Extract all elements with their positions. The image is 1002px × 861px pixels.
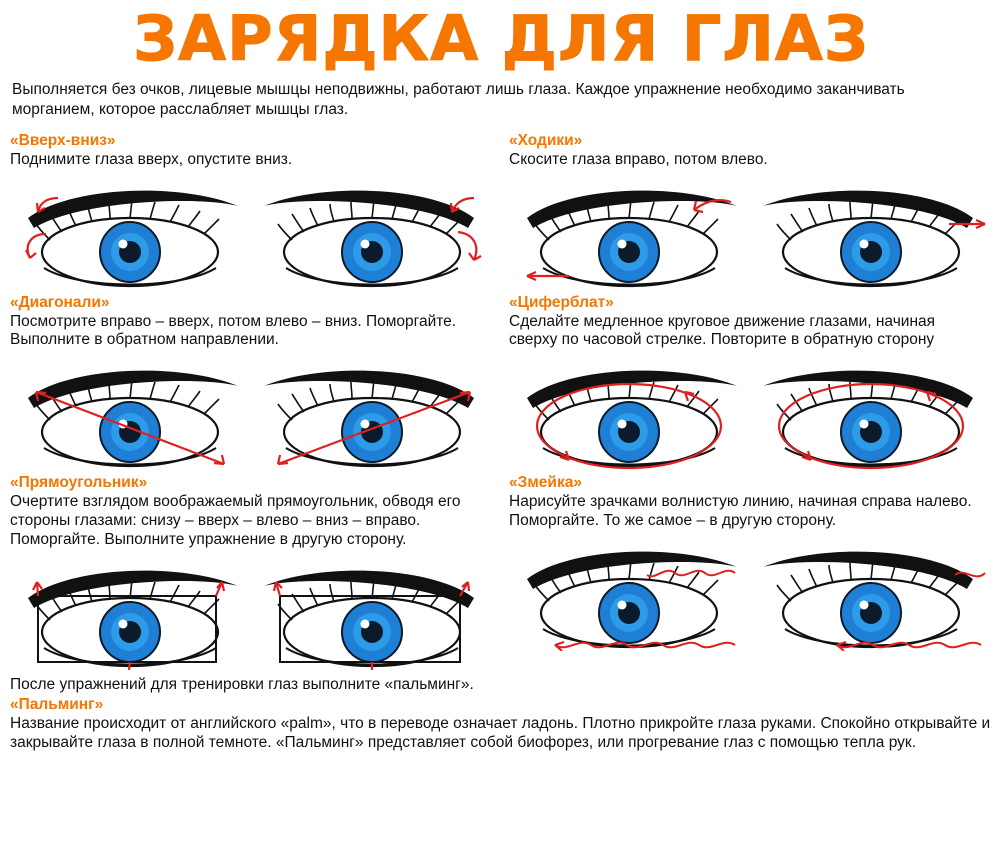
exercise-snake [509,474,986,653]
eye-illustration-left [10,352,248,470]
palming-title: «Пальминг» [10,696,104,714]
exercise-title: «Змейка» [509,474,582,492]
footer-note: После упражнений для тренировки глаз выполните «пальминг». [10,676,474,694]
exercise-title: «Ходики» [509,131,583,149]
right-column [501,130,992,674]
eye-illustration-left [509,352,747,470]
exercise-text: Нарисуйте зрачками волнистую линию, начиная справа налево. Поморгайте. То же самое – в другую сторону. [509,493,972,530]
exercise-illustration-diagonals [10,352,495,472]
exercise-illustration-rectangle [10,552,495,672]
exercise-diagonals [10,294,495,473]
eye-illustration-left [509,533,747,651]
exercise-text: Сделайте медленное круговое движение глазами, начиная сверху по часовой стрелке. Повторите в обратную сторону [509,312,936,349]
content-columns [10,130,992,674]
eye-illustration-right [753,533,991,651]
exercise-title: «Прямоугольник» [10,474,148,492]
exercise-text: Поднимите глаза вверх, опустите вниз. [10,150,293,168]
exercise-text: Очертите взглядом воображаемый прямоугольник, обводя его стороны глазами: снизу – вверх – влево – вниз – вправо. Поморгайте. Выполните упражнение в другую сторону. [10,493,461,549]
eye-illustration-right [254,352,492,470]
exercise-rectangle [10,474,495,672]
exercise-text: Посмотрите вправо – вверх, потом влево – вниз. Поморгайте. Выполните в обратном направлении. [10,312,457,349]
palming-text: Название происходит от английского «palm», что в переводе означает ладонь. Плотно прикройте глаза руками. Спокойно открывайте и закрывайте глаза в полной темноте. «Пальминг» представляет собой биофорез, или прогревание глаз с помощью тепла рук. [10,715,991,752]
exercise-up-down [10,132,495,292]
exercise-illustration-snake [509,533,986,653]
exercise-clock-walk [509,132,986,292]
eye-illustration-right [753,352,991,470]
exercise-title: «Вверх-вниз» [10,131,116,149]
page-title: ЗАРЯДКА ДЛЯ ГЛАЗ [133,2,869,75]
intro-text: Выполняется без очков, лицевые мышцы неподвижны, работают лишь глаза. Каждое упражнение необходимо заканчивать морганием, которое расслабляет мышцы глаз. [12,81,905,118]
eye-illustration-left [10,172,248,290]
exercise-illustration-up-down [10,172,495,292]
exercise-dial [509,294,986,473]
left-column [10,130,501,674]
exercise-text: Скосите глаза вправо, потом влево. [509,150,768,168]
exercise-illustration-dial [509,352,986,472]
exercise-illustration-clock-walk [509,172,986,292]
eye-illustration-left [509,172,747,290]
eye-illustration-right [254,552,492,670]
exercise-title: «Диагонали» [10,293,110,311]
eye-illustration-right [254,172,492,290]
eye-illustration-left [10,552,248,670]
eye-illustration-right [753,172,991,290]
exercise-title: «Циферблат» [509,293,614,311]
